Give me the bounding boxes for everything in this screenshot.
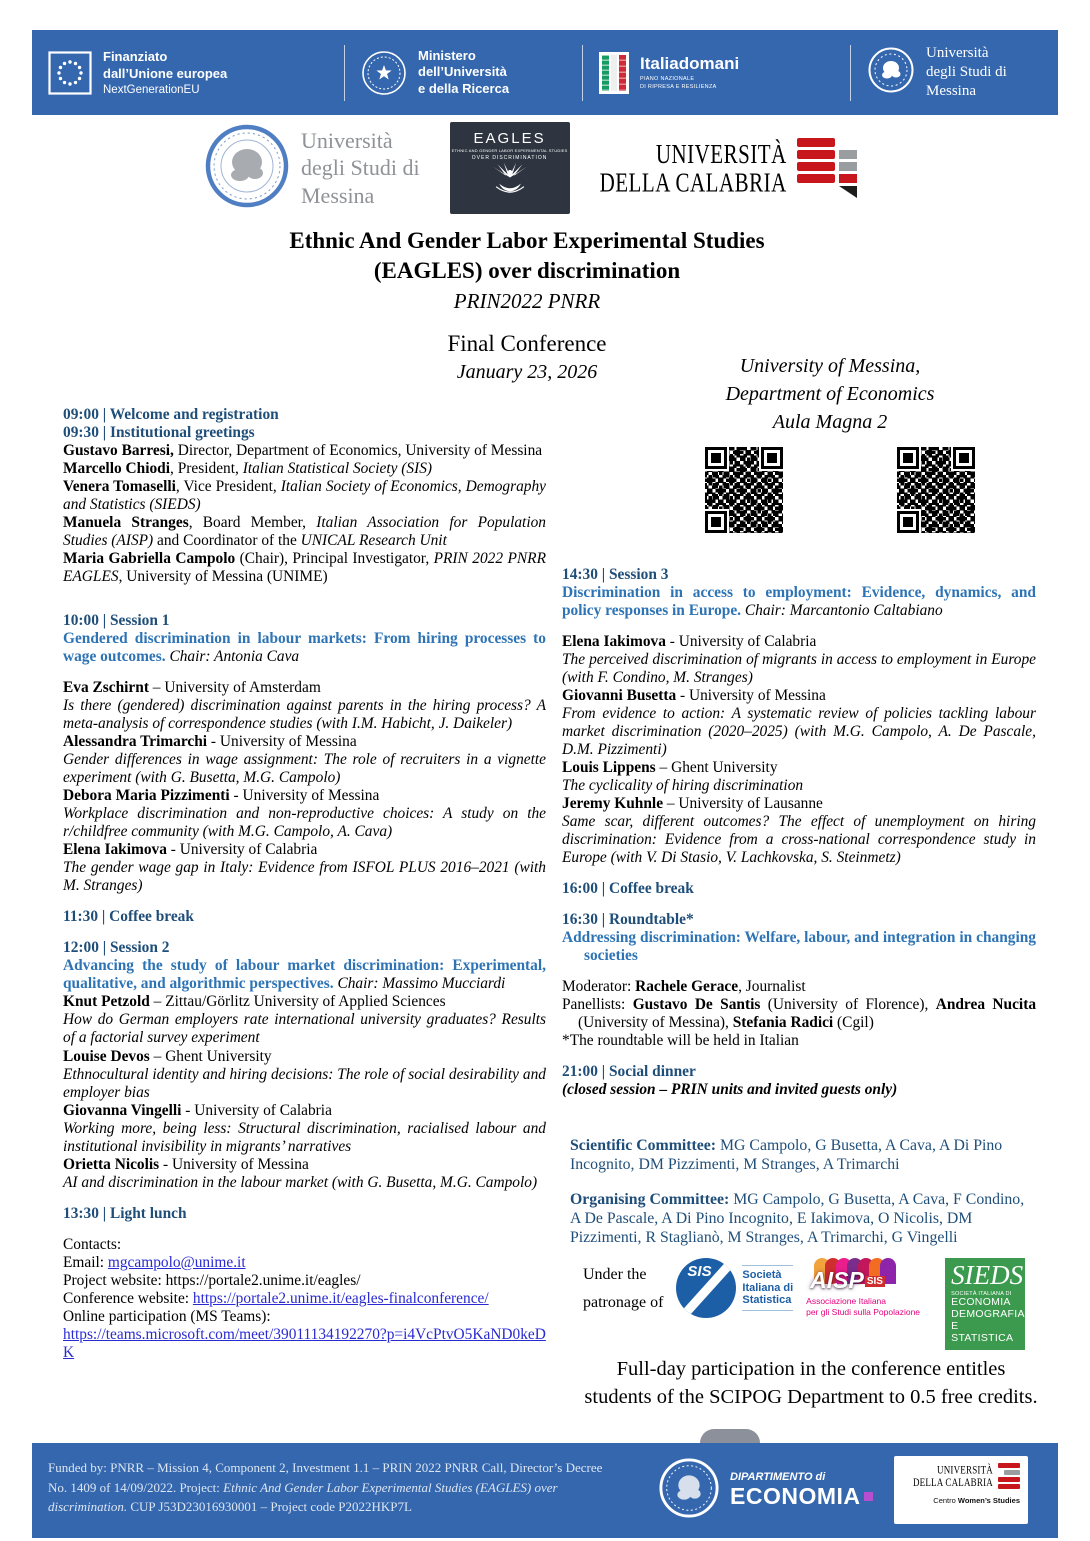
- footer-bar: [32, 1443, 1058, 1538]
- session3-title: [562, 584, 1036, 620]
- eu-logo-line2: dall’Unione europea: [103, 65, 228, 81]
- text-segment: Working more, being less: Structural discrimination, racialised labour and institutional invisibility in migrants’ narratives: [63, 1119, 546, 1155]
- qr-code-right: [897, 447, 975, 533]
- sieds-line3: DEMOGRAFIA: [951, 1308, 1025, 1321]
- text-segment: 12:00 | Session 2: [63, 939, 170, 957]
- speaker-petzold: [63, 993, 546, 1011]
- text-segment: - University of Messina: [159, 1155, 309, 1173]
- speaker-devos: [63, 1048, 546, 1066]
- mur-logo-line3: e della Ricerca: [418, 80, 510, 96]
- block-gap: [63, 1223, 546, 1236]
- contact-teams-label: [63, 1308, 546, 1326]
- text-segment: Orietta Nicolis: [63, 1155, 160, 1173]
- hyperlink[interactable]: https://teams.microsoft.com/meet/39011134192270?p=i4VcPtvO5KaND0keDK: [63, 1325, 546, 1361]
- unime-seal-icon: [658, 1457, 720, 1524]
- text-segment: Chair: Antonia Cava: [165, 648, 300, 666]
- text-segment: Gender differences in wage assignment: The role of recruiters in a vignette experiment (with G. Busetta, M.G. Campolo): [63, 751, 546, 787]
- contact-conference-website: [63, 1290, 546, 1308]
- block-gap: [63, 666, 546, 679]
- text-segment: 09:00 | Welcome and registration: [63, 406, 279, 423]
- italiadomani-title: Italiadomani: [640, 54, 740, 74]
- cropped-logo-fragment: [700, 1429, 760, 1443]
- talk-iakimova-s3: [562, 651, 1036, 687]
- unime-logo: [205, 124, 420, 213]
- talk-pizzimenti: [63, 805, 546, 841]
- time-1430: [562, 566, 1036, 584]
- text-segment: (University of Messina),: [578, 1014, 733, 1032]
- text-segment: Email:: [63, 1253, 108, 1271]
- italiadomani-sub1: PIANO NAZIONALE: [640, 76, 695, 83]
- text-segment: Gustavo De Santis: [632, 996, 761, 1014]
- header-funding-bar: [32, 30, 1058, 115]
- economia-dept-logo: [658, 1457, 873, 1524]
- venue-block: [705, 352, 955, 436]
- program-column-afternoon: [562, 566, 1036, 1099]
- text-segment: Is there (gendered) discrimination against parents in the hiring process? A meta-analysis of correspondence studies (with I.M. Habicht, J. Daikeler): [63, 697, 546, 733]
- text-segment: MG Campolo, G Busetta, A Cava, A Di Pino Incognito, DM Pizzimenti, M Stranges, A Trimarchi: [570, 1137, 1003, 1174]
- text-segment: Panellists:: [562, 996, 633, 1014]
- text-segment: Italian Society of Economics, Demography and Statistics (SIEDS): [63, 478, 546, 514]
- text-segment: 14:30 | Session 3: [562, 566, 669, 583]
- mur-logo-line1: Ministero: [418, 48, 476, 64]
- venue-line2: Department of Economics: [725, 383, 935, 405]
- italy-flag-icon: [599, 52, 629, 94]
- session2-title: [63, 957, 546, 993]
- program-column-morning: [63, 406, 546, 1362]
- text-segment: Knut Petzold: [63, 993, 150, 1011]
- unime-seal-icon: [205, 124, 289, 213]
- text-segment: Elena Iakimova: [63, 841, 167, 859]
- text-segment: Jeremy Kuhnle: [562, 795, 664, 813]
- text-segment: - University of Messina: [229, 787, 380, 805]
- funded-by-text: [48, 1458, 614, 1517]
- text-segment: – Zittau/Görlitz University of Applied Sciences: [149, 993, 446, 1011]
- time-1000: [63, 612, 546, 630]
- social-dinner-note: [562, 1081, 1036, 1099]
- talk-petzold: [63, 1011, 546, 1047]
- unime-header-logo: [851, 44, 1058, 102]
- footer-funding-text: [48, 1458, 614, 1517]
- centro-label: Centro: [933, 1496, 956, 1505]
- scientific-committee: [570, 1136, 1036, 1175]
- greeting-tomaselli: [63, 478, 546, 514]
- title-date: January 23, 2026: [456, 360, 598, 383]
- unical-box-line1: UNIVERSITÀ: [937, 1463, 993, 1476]
- text-segment: Italian Statistical Society (SIS): [242, 460, 433, 478]
- time-1630: [562, 911, 1036, 929]
- speaker-trimarchi: [63, 733, 546, 751]
- sis-logo: [676, 1258, 793, 1318]
- text-segment: Elena Iakimova: [562, 633, 666, 651]
- contact-email: [63, 1254, 546, 1272]
- text-segment: - University of Calabria: [665, 633, 817, 651]
- text-segment: Project website: https://portale2.unime.it/eagles/: [63, 1271, 361, 1289]
- speaker-pizzimenti: [63, 787, 546, 805]
- unical-box-line2: DELLA CALABRIA: [912, 1476, 993, 1489]
- mur-logo: [345, 48, 582, 97]
- italiadomani-sub2: DI RIPRESA E RESILIENZA: [640, 83, 717, 90]
- text-segment: Stefania Radici: [732, 1014, 834, 1032]
- text-segment: Contacts:: [63, 1235, 122, 1253]
- time-1130: [63, 908, 546, 926]
- text-segment: Eva Zschirnt: [63, 679, 149, 697]
- text-segment: Ethnic And Gender Labor Experimental Studies (EAGLES) over discrimination.: [48, 1479, 558, 1514]
- text-segment: 21:00 | Social dinner: [562, 1063, 696, 1081]
- organising-committee: [570, 1190, 1036, 1248]
- talk-nicolis: [63, 1174, 546, 1192]
- roundtable-moderator: [562, 978, 1036, 996]
- qr-code-left: [705, 447, 783, 533]
- greeting-barresi: [63, 442, 546, 460]
- talk-lippens: [562, 777, 1036, 795]
- speaker-kuhnle: [562, 795, 1036, 813]
- text-segment: Italian Association for Population Studies (AISP): [63, 514, 546, 550]
- title-final-conference: Final Conference: [447, 330, 607, 356]
- text-segment: Gustavo Barresi,: [63, 442, 174, 460]
- aisp-logo: [806, 1258, 932, 1318]
- economia-accent-square: [864, 1492, 873, 1501]
- venue-line1: University of Messina,: [739, 355, 921, 377]
- committees-block: [570, 1136, 1036, 1262]
- text-segment: Conference website:: [63, 1289, 193, 1307]
- text-segment: , President,: [170, 460, 243, 478]
- text-segment: (Cgil): [833, 1014, 874, 1032]
- eagle-icon: [483, 162, 537, 196]
- eagles-logo-title: EAGLES: [473, 130, 546, 147]
- text-segment: Giovanna Vingelli: [63, 1101, 182, 1119]
- unime-logo-line2: degli Studi di: [301, 155, 420, 181]
- speaker-busetta: [562, 687, 1036, 705]
- aisp-sis-tag: SIS: [866, 1276, 883, 1287]
- unical-logo: [600, 135, 857, 201]
- text-segment: PRIN 2022 PNRR EAGLES: [63, 550, 546, 586]
- time-1200: [63, 939, 546, 957]
- block-gap: [562, 965, 1036, 978]
- text-segment: From evidence to action: A systematic review of policies tackling labour market discrimination (2020–2025) (with M.G. Campolo, A. De Pascale, D.M. Pizzimenti): [562, 705, 1036, 759]
- unime-logo-line3: Messina: [301, 182, 375, 208]
- text-segment: Debora Maria Pizzimenti: [63, 787, 230, 805]
- sis-icon: [676, 1258, 736, 1318]
- institution-logos-row: [205, 122, 857, 214]
- text-segment: Online participation (MS Teams):: [63, 1307, 271, 1325]
- eagles-logo: [450, 122, 570, 214]
- hyperlink[interactable]: mgcampolo@unime.it: [107, 1253, 246, 1271]
- text-segment: UNICAL Research Unit: [300, 532, 447, 550]
- text-segment: Scientific Committee:: [570, 1137, 717, 1154]
- unical-logo-line1: UNIVERSITÀ: [655, 138, 787, 170]
- text-segment: 16:30 | Roundtable*: [562, 911, 694, 929]
- unime-header-line2: degli Studi di: [926, 63, 1007, 80]
- text-segment: MG Campolo, G Busetta, A Cava, F Condino, A De Pascale, A Di Pino Incognito, E Iakimova, O Nicolis, DM Pizzimenti, R Staglianò, M Stranges, A Trimarchi, G Vingelli: [570, 1190, 1025, 1247]
- aisp-abbr: AISP: [810, 1267, 864, 1293]
- greeting-campolo: [63, 550, 546, 586]
- talk-vingelli: [63, 1120, 546, 1156]
- sieds-line2: ECONOMIA: [951, 1296, 1011, 1309]
- speaker-iakimova: [63, 841, 546, 859]
- eagles-logo-subtitle: ETHNIC AND GENDER LABOR EXPERIMENTAL STUDIES: [451, 148, 568, 153]
- economia-name: ECONOMIA: [730, 1483, 861, 1509]
- title-line1: Ethnic And Gender Labor Experimental Studies: [289, 228, 765, 253]
- talk-busetta: [562, 705, 1036, 759]
- text-segment: Venera Tomaselli: [63, 478, 176, 496]
- text-segment: The cyclicality of hiring discrimination: [562, 777, 804, 795]
- time-2100: [562, 1063, 1036, 1081]
- text-segment: Funded by: PNRR – Mission 4, Component 2, Investment 1.1 – PRIN 2022 PNRR Call, Director’s Decree No. 1409 of 14/09/2022. Project:: [48, 1460, 603, 1495]
- contact-teams-link: [63, 1326, 546, 1362]
- text-segment: and Coordinator of the: [153, 532, 301, 550]
- unical-womens-studies-logo: [894, 1456, 1028, 1524]
- time-0900: [63, 406, 546, 424]
- text-segment: 10:00 | Session 1: [63, 612, 170, 630]
- sis-text-line3: Statistica: [742, 1294, 792, 1307]
- text-segment: Chair: Marcantonio Caltabiano: [741, 602, 943, 620]
- text-segment: - University of Messina: [207, 733, 357, 751]
- talk-kuhnle: [562, 813, 1036, 867]
- italiadomani-logo: [583, 52, 850, 94]
- speaker-iakimova-s3: [562, 633, 1036, 651]
- talk-trimarchi: [63, 751, 546, 787]
- aisp-text-line1: Associazione Italiana: [806, 1296, 887, 1306]
- text-segment: Giovanni Busetta: [562, 687, 677, 705]
- text-segment: Rachele Gerace: [635, 978, 739, 996]
- patronage-row: [583, 1258, 1043, 1350]
- text-segment: Marcello Chiodi: [63, 460, 171, 478]
- text-segment: 13:30 | Light lunch: [63, 1204, 187, 1222]
- unime-header-line1: Università: [926, 44, 989, 61]
- credits-line1: Full-day participation in the conference entitles: [616, 1358, 1006, 1380]
- text-segment: Manuela Stranges: [63, 514, 189, 532]
- greeting-chiodi: [63, 460, 546, 478]
- credits-line2: students of the SCIPOG Department to 0.5 free credits.: [584, 1385, 1038, 1408]
- title-line2: (EAGLES) over discrimination: [373, 257, 681, 283]
- speaker-lippens: [562, 759, 1036, 777]
- text-segment: – University of Lausanne: [663, 795, 823, 813]
- greeting-stranges: [63, 514, 546, 550]
- text-segment: Ethnocultural identity and hiring decisions: The role of social desirability and employer bias: [63, 1065, 546, 1101]
- text-segment: – University of Amsterdam: [148, 679, 321, 697]
- sis-text-line1: Società: [742, 1268, 782, 1281]
- text-segment: 11:30 | Coffee break: [63, 908, 194, 926]
- speaker-vingelli: [63, 1102, 546, 1120]
- text-segment: – Ghent University: [655, 759, 778, 777]
- credits-note: [578, 1356, 1044, 1411]
- eagles-logo-tagline: OVER DISCRIMINATION: [471, 155, 548, 161]
- speaker-nicolis: [63, 1156, 546, 1174]
- time-0930: [63, 424, 546, 442]
- text-segment: Advancing the study of labour market discrimination: Experimental, qualitative, and algorithmic perspectives.: [63, 957, 546, 993]
- text-segment: Moderator:: [562, 978, 636, 996]
- sieds-line1: SOCIETÀ ITALIANA DI: [951, 1291, 1012, 1298]
- text-segment: – Ghent University: [149, 1047, 272, 1065]
- text-segment: - University of Calabria: [166, 841, 318, 859]
- text-segment: The gender wage gap in Italy: Evidence from ISFOL PLUS 2016–2021 (with M. Stranges): [63, 859, 546, 895]
- speaker-zschirnt: [63, 679, 546, 697]
- text-segment: *The roundtable will be held in Italian: [562, 1032, 799, 1050]
- talk-devos: [63, 1066, 546, 1102]
- unime-header-line3: Messina: [926, 83, 976, 100]
- title-prin: PRIN2022 PNRR: [453, 288, 601, 313]
- contact-project-website: [63, 1272, 546, 1290]
- text-segment: Discrimination in access to employment: Evidence, dynamics, and policy responses in Europe.: [562, 584, 1036, 620]
- eu-logo-line1: Finanziato: [103, 49, 168, 65]
- contacts-label: [63, 1236, 546, 1254]
- sieds-logo: [945, 1258, 1025, 1350]
- mur-emblem-icon: [361, 50, 407, 96]
- text-segment: (Chair), Principal Investigator,: [235, 550, 434, 568]
- text-segment: Andrea Nucita: [935, 996, 1037, 1014]
- eu-logo-line3: NextGenerationEU: [103, 83, 200, 96]
- roundtable-note: [562, 1032, 1036, 1050]
- text-segment: , Journalist: [738, 978, 806, 996]
- text-segment: CUP J53D23016930001 – Project code P2022HKP7L: [127, 1499, 412, 1514]
- unime-seal-icon: [867, 46, 915, 99]
- roundtable-title: [562, 929, 1036, 965]
- talk-iakimova: [63, 859, 546, 895]
- eu-flag-icon: [48, 51, 92, 95]
- text-segment: , Board Member,: [188, 514, 317, 532]
- sis-text-line2: Italiana di: [742, 1281, 794, 1294]
- talk-zschirnt: [63, 697, 546, 733]
- sieds-abbr: SIEDS: [951, 1260, 1024, 1290]
- sieds-line4: E STATISTICA: [951, 1319, 1014, 1344]
- block-gap: [63, 586, 546, 599]
- text-segment: Maria Gabriella Campolo: [63, 550, 236, 568]
- eu-funding-logo: [32, 49, 344, 96]
- text-segment: Alessandra Trimarchi: [63, 733, 208, 751]
- block-gap: [562, 620, 1036, 633]
- unical-bars-icon: [998, 1463, 1020, 1489]
- text-segment: Louis Lippens: [562, 759, 656, 777]
- text-segment: Addressing discrimination: Welfare, labour, and integration in changing societies: [562, 929, 1036, 965]
- unical-logo-line2: DELLA CALABRIA: [599, 166, 787, 198]
- hyperlink[interactable]: https://portale2.unime.it/eagles-finalconference/: [192, 1289, 489, 1307]
- unical-bars-icon: [797, 135, 857, 201]
- session1-title: [63, 630, 546, 666]
- economia-dept-label: DIPARTIMENTO di: [730, 1471, 826, 1483]
- venue-line3: Aula Magna 2: [772, 411, 888, 433]
- sis-abbr: SIS: [687, 1263, 712, 1280]
- text-segment: Organising Committee:: [570, 1190, 730, 1208]
- womens-studies-label: Women’s Studies: [957, 1496, 1020, 1505]
- text-segment: The perceived discrimination of migrants in access to employment in Europe (with F. Condino, M. Stranges): [562, 651, 1036, 687]
- text-segment: Chair: Massimo Mucciardi: [333, 975, 506, 993]
- text-segment: - University of Calabria: [181, 1101, 332, 1119]
- text-segment: AI and discrimination in the labour market (with G. Busetta, M.G. Campolo): [63, 1173, 538, 1191]
- text-segment: , Vice President,: [175, 478, 281, 496]
- text-segment: 09:30 | Institutional greetings: [63, 424, 255, 442]
- patronage-label-line2: patronage of: [583, 1294, 664, 1311]
- text-segment: Gendered discrimination in labour markets: From hiring processes to wage outcomes.: [63, 630, 546, 666]
- text-segment: (closed session – PRIN units and invited guests only): [562, 1081, 898, 1099]
- unime-logo-line1: Università: [301, 127, 393, 153]
- mur-logo-line2: dell’Università: [418, 64, 507, 80]
- patronage-label-line1: Under the: [583, 1266, 647, 1283]
- roundtable-panellists: [562, 996, 1036, 1032]
- text-segment: , University of Messina (UNIME): [118, 568, 328, 586]
- text-segment: Workplace discrimination and non-reproductive choices: A study on the r/childfree community (with M.G. Campolo, A. Cava): [63, 805, 546, 841]
- text-segment: - University of Messina: [676, 687, 826, 705]
- text-segment: (University of Florence),: [760, 996, 936, 1014]
- text-segment: Director, Department of Economics, University of Messina: [173, 442, 543, 460]
- text-segment: Louise Devos: [63, 1047, 150, 1065]
- text-segment: How do German employers rate international university graduates? Results of a factorial survey experiment: [63, 1011, 546, 1047]
- aisp-text-line2: per gli Studi sulla Popolazione: [806, 1307, 921, 1318]
- text-segment: 16:00 | Coffee break: [562, 880, 694, 898]
- text-segment: Same scar, different outcomes? The effect of unemployment on hiring discrimination: Evidence from a cross-national correspondence study in Europe (with V. Di Stasio, V. Lachkovska, S. Steinmetz): [562, 813, 1036, 867]
- time-1330: [63, 1205, 546, 1223]
- time-1600: [562, 880, 1036, 898]
